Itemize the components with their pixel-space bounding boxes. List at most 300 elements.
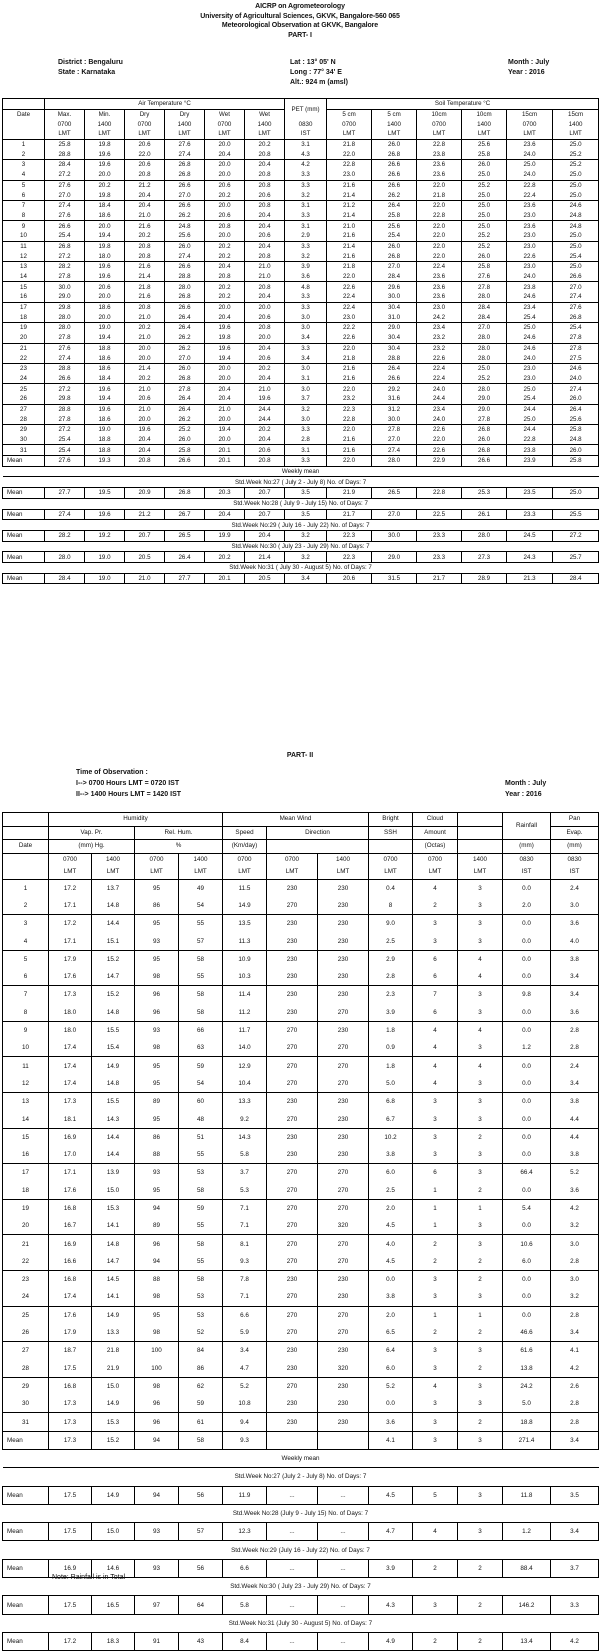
value-cell: 54 xyxy=(179,1075,223,1093)
value-cell: 26.5 xyxy=(165,530,205,541)
value-cell: 3 xyxy=(458,897,503,915)
value-cell: 20.0 xyxy=(85,221,125,231)
table-row xyxy=(3,1235,599,1253)
value-cell: 95 xyxy=(135,1110,179,1128)
value-cell: 21.8 xyxy=(417,190,462,200)
value-cell: 0.0 xyxy=(503,1128,551,1146)
value-cell: 22.4 xyxy=(417,363,462,373)
value-cell: 23.6 xyxy=(417,292,462,302)
value-cell: 20.0 xyxy=(85,312,125,322)
std-week-label: Std.Week No:28 ( July 9 - July 15) No. of Days: 7 xyxy=(3,498,599,509)
value-cell: 22.0 xyxy=(125,149,165,159)
value-cell: 320 xyxy=(318,1217,369,1235)
value-cell: 20.4 xyxy=(125,190,165,200)
value-cell: 21.6 xyxy=(125,262,165,272)
value-cell: 2 xyxy=(458,1559,503,1577)
date-cell: 21 xyxy=(3,1235,49,1253)
value-cell: 27.8 xyxy=(45,414,85,424)
value-cell: 22.4 xyxy=(417,262,462,272)
col-name: 10cm xyxy=(417,109,462,119)
value-cell: 15.3 xyxy=(92,1413,135,1431)
col-name: 15cm xyxy=(553,109,599,119)
value-cell: 26.6 xyxy=(372,170,417,180)
value-cell: 24.6 xyxy=(553,363,599,373)
rainfall-note: Note: Rainfall is in Total xyxy=(52,1574,126,1581)
value-cell: 17.3 xyxy=(49,1431,92,1449)
value-cell: 28.4 xyxy=(462,302,507,312)
value-cell: 270 xyxy=(267,1235,318,1253)
value-cell: 20.4 xyxy=(125,200,165,210)
value-cell: 230 xyxy=(318,879,369,897)
value-cell: 0.0 xyxy=(503,950,551,968)
value-cell: 26.4 xyxy=(165,394,205,404)
soil-temperature-group-header: Soil Temperature °C xyxy=(327,99,599,110)
value-cell: 3 xyxy=(458,1004,503,1022)
value-cell: 3.5 xyxy=(551,1486,599,1504)
value-cell: 27.5 xyxy=(553,353,599,363)
value-cell: 2.9 xyxy=(369,950,413,968)
value-cell: 1.2 xyxy=(503,1523,551,1541)
value-cell: 22.3 xyxy=(327,552,372,563)
value-cell: 31.0 xyxy=(372,312,417,322)
value-cell: 88 xyxy=(135,1146,179,1164)
table-row xyxy=(3,374,599,384)
value-cell: 96 xyxy=(135,1413,179,1431)
value-cell: 19.0 xyxy=(85,323,125,333)
value-cell: 25.2 xyxy=(462,231,507,241)
value-cell: 19.6 xyxy=(85,160,125,170)
value-cell: 22.0 xyxy=(327,425,372,435)
date-cell: 28 xyxy=(3,1360,49,1378)
value-cell: 53 xyxy=(179,1164,223,1182)
pan-header: Pan xyxy=(551,813,599,827)
value-cell: 14.8 xyxy=(92,1075,135,1093)
value-cell: 17.3 xyxy=(49,1395,92,1413)
value-cell: 18.3 xyxy=(92,1632,135,1650)
std-week-label: Std.Week No:31 ( July 30 - August 5) No. of Days: 7 xyxy=(3,562,599,573)
value-cell: 8.4 xyxy=(223,1632,267,1650)
std-week-mean-row xyxy=(3,509,599,520)
value-cell: 96 xyxy=(135,986,179,1004)
value-cell: 16.9 xyxy=(49,1235,92,1253)
cloud-amount-header: Amount xyxy=(413,826,458,840)
value-cell: 12.3 xyxy=(223,1523,267,1541)
value-cell: 270 xyxy=(318,1253,369,1271)
value-cell: 28.4 xyxy=(553,573,599,584)
value-cell: 20.0 xyxy=(205,302,245,312)
table-row xyxy=(3,363,599,373)
value-cell: 26.2 xyxy=(165,343,205,353)
value-cell: 28.0 xyxy=(45,312,85,322)
value-cell: 13.9 xyxy=(92,1164,135,1182)
value-cell: 20.8 xyxy=(245,200,285,210)
value-cell: 26.4 xyxy=(553,404,599,414)
value-cell: 22.4 xyxy=(327,302,372,312)
bright-header: Bright xyxy=(369,813,413,827)
value-cell: 26.0 xyxy=(165,363,205,373)
value-cell: 22.8 xyxy=(327,414,372,424)
value-cell: 22.8 xyxy=(417,488,462,499)
date-cell: 15 xyxy=(3,1128,49,1146)
col-name: 15cm xyxy=(507,109,553,119)
table-row xyxy=(3,323,599,333)
value-cell: 84 xyxy=(179,1342,223,1360)
value-cell: 3.2 xyxy=(285,251,327,261)
evap-header: Evap. xyxy=(551,826,599,840)
value-cell: 3.2 xyxy=(285,552,327,563)
value-cell: 25.4 xyxy=(372,231,417,241)
value-cell: 23.0 xyxy=(327,170,372,180)
value-cell: 21.0 xyxy=(205,404,245,414)
value-cell: 230 xyxy=(267,932,318,950)
header-cell: LMT xyxy=(462,129,507,139)
value-cell: 19.6 xyxy=(205,323,245,333)
value-cell: 21.4 xyxy=(125,272,165,282)
date-cell: 6 xyxy=(3,968,49,986)
date-cell: 25 xyxy=(3,384,45,394)
value-cell: 4 xyxy=(413,1039,458,1057)
table-row xyxy=(3,1271,599,1289)
value-cell: 270 xyxy=(318,1057,369,1075)
value-cell: 24.3 xyxy=(507,552,553,563)
header-cell: 0700 xyxy=(369,853,413,866)
value-cell: 3.0 xyxy=(285,384,327,394)
value-cell: 28.4 xyxy=(45,160,85,170)
value-cell: 26.6 xyxy=(165,200,205,210)
value-cell: 95 xyxy=(135,1306,179,1324)
value-cell: 23.6 xyxy=(417,160,462,170)
part-1-temperature-table xyxy=(2,98,599,584)
part-2-title: PART- II xyxy=(286,752,314,759)
header-cell: 1400 xyxy=(462,119,507,129)
value-cell: 9.8 xyxy=(503,986,551,1004)
value-cell: 0.0 xyxy=(503,1306,551,1324)
table-row xyxy=(3,1431,599,1449)
value-cell: 20.6 xyxy=(205,211,245,221)
value-cell: 27.8 xyxy=(372,425,417,435)
value-cell: 270 xyxy=(267,1021,318,1039)
value-cell: 270 xyxy=(267,1164,318,1182)
header-cell: 1400 xyxy=(245,119,285,129)
std-week-label: Std.Week No:27 ( July 2 - July 8) No. of Days: 7 xyxy=(3,477,599,488)
value-cell: 20.4 xyxy=(205,262,245,272)
latitude-label: Lat : 13° 05' N xyxy=(290,59,336,66)
header-cell: LMT xyxy=(125,129,165,139)
value-cell: 22.0 xyxy=(417,221,462,231)
value-cell: 0.0 xyxy=(503,1271,551,1289)
value-cell: 27.4 xyxy=(372,445,417,456)
value-cell: 19.8 xyxy=(85,190,125,200)
value-cell: 19.0 xyxy=(85,573,125,584)
value-cell: 3 xyxy=(458,1146,503,1164)
col-name: Wet xyxy=(205,109,245,119)
value-cell: 26.0 xyxy=(372,241,417,251)
value-cell: 22.0 xyxy=(327,456,372,467)
value-cell: 20.6 xyxy=(125,139,165,149)
value-cell: 4.4 xyxy=(551,1110,599,1128)
table-row xyxy=(3,231,599,241)
header-line-2: University of Agricultural Sciences, GKVK, Bangalore-560 065 xyxy=(200,12,400,20)
header-cell: LMT xyxy=(165,129,205,139)
value-cell: 25.4 xyxy=(45,231,85,241)
value-cell: 51 xyxy=(179,1128,223,1146)
value-cell: 29.2 xyxy=(372,384,417,394)
date-cell: 9 xyxy=(3,221,45,231)
value-cell: 4.7 xyxy=(223,1360,267,1378)
value-cell: 230 xyxy=(267,1413,318,1431)
value-cell: 20.8 xyxy=(125,170,165,180)
wind-direction-unit xyxy=(267,840,369,854)
value-cell: 25.0 xyxy=(507,323,553,333)
value-cell: 20.8 xyxy=(245,251,285,261)
value-cell: 3.1 xyxy=(285,200,327,210)
value-cell: 4.1 xyxy=(369,1431,413,1449)
value-cell: 20.2 xyxy=(125,231,165,241)
value-cell: 17.0 xyxy=(49,1146,92,1164)
value-cell: 23.8 xyxy=(507,445,553,456)
value-cell: 20.4 xyxy=(245,221,285,231)
value-cell: 98 xyxy=(135,1324,179,1342)
value-cell: 230 xyxy=(267,968,318,986)
value-cell: 3.4 xyxy=(285,573,327,584)
value-cell: 230 xyxy=(318,932,369,950)
time-row xyxy=(3,119,599,129)
value-cell: 22.3 xyxy=(327,404,372,414)
value-cell: 26.8 xyxy=(462,425,507,435)
value-cell: 25.2 xyxy=(462,374,507,384)
table-row xyxy=(3,1360,599,1378)
date-cell: Mean xyxy=(3,456,45,467)
table-row xyxy=(3,272,599,282)
value-cell: 270 xyxy=(267,1377,318,1395)
date-cell: 25 xyxy=(3,1306,49,1324)
value-cell: 3.4 xyxy=(551,968,599,986)
mean-label: Mean xyxy=(3,1523,49,1541)
value-cell: 8 xyxy=(369,897,413,915)
value-cell: 24.8 xyxy=(165,221,205,231)
value-cell: 18.6 xyxy=(85,302,125,312)
std-week-label-row xyxy=(3,541,599,552)
value-cell: 6 xyxy=(413,1004,458,1022)
value-cell: ... xyxy=(318,1596,369,1614)
value-cell: 22.0 xyxy=(327,149,372,159)
value-cell: 19.8 xyxy=(85,241,125,251)
weekly-mean-row xyxy=(3,1450,599,1468)
value-cell: 14.1 xyxy=(92,1288,135,1306)
value-cell: 1.8 xyxy=(369,1021,413,1039)
value-cell: 20.1 xyxy=(205,573,245,584)
mean-label: Mean xyxy=(3,488,45,499)
table-row xyxy=(3,1377,599,1395)
value-cell: 3.2 xyxy=(551,1217,599,1235)
value-cell: 26.8 xyxy=(165,170,205,180)
table-row xyxy=(3,915,599,933)
value-cell: 3 xyxy=(458,1093,503,1111)
month-label: Month : July xyxy=(508,59,550,66)
value-cell: 2.8 xyxy=(285,435,327,445)
value-cell: 21.8 xyxy=(327,262,372,272)
value-cell: 26.2 xyxy=(165,211,205,221)
header-cell: 1400 xyxy=(458,853,503,866)
value-cell: 23.0 xyxy=(417,302,462,312)
date-cell: 4 xyxy=(3,170,45,180)
value-cell: 27.8 xyxy=(45,333,85,343)
header-cell: LMT xyxy=(553,129,599,139)
header-cell: 0700 xyxy=(417,119,462,129)
date-cell: 19 xyxy=(3,323,45,333)
value-cell: 230 xyxy=(318,986,369,1004)
value-cell: 23.6 xyxy=(417,282,462,292)
value-cell: 2 xyxy=(413,897,458,915)
date-cell: 16 xyxy=(3,292,45,302)
value-cell: 20.0 xyxy=(245,302,285,312)
value-cell: 19.6 xyxy=(205,343,245,353)
std-week-label: Std.Week No:30 ( July 23 - July 29) No. of Days: 7 xyxy=(3,1578,599,1596)
value-cell: 3 xyxy=(413,1288,458,1306)
value-cell: 0.0 xyxy=(503,879,551,897)
value-cell: 0.0 xyxy=(369,1395,413,1413)
table-row xyxy=(3,1110,599,1128)
value-cell: 20.2 xyxy=(205,552,245,563)
value-cell: 14.9 xyxy=(223,897,267,915)
value-cell: 3 xyxy=(413,1413,458,1431)
value-cell: 20.2 xyxy=(245,139,285,149)
value-cell: 3 xyxy=(458,1288,503,1306)
mean-label: Mean xyxy=(3,1486,49,1504)
value-cell: 2.8 xyxy=(551,1413,599,1431)
value-cell: 1 xyxy=(413,1182,458,1200)
value-cell: 94 xyxy=(135,1199,179,1217)
value-cell: 4.1 xyxy=(551,1342,599,1360)
date-cell: 29 xyxy=(3,1377,49,1395)
value-cell: 28.0 xyxy=(462,292,507,302)
value-cell: 2.5 xyxy=(369,1182,413,1200)
value-cell: 24.8 xyxy=(553,211,599,221)
value-cell: 25.7 xyxy=(553,552,599,563)
value-cell: 25.4 xyxy=(507,394,553,404)
value-cell: 48 xyxy=(179,1110,223,1128)
value-cell: 26.4 xyxy=(165,552,205,563)
table-row xyxy=(3,241,599,251)
value-cell: 23.6 xyxy=(507,221,553,231)
value-cell: 3.3 xyxy=(285,292,327,302)
value-cell: 21.2 xyxy=(125,180,165,190)
value-cell: 18.4 xyxy=(85,374,125,384)
value-cell: 3.0 xyxy=(285,414,327,424)
value-cell: 20.4 xyxy=(205,394,245,404)
value-cell: 23.0 xyxy=(507,231,553,241)
value-cell: 3.3 xyxy=(285,456,327,467)
std-week-label-row xyxy=(3,562,599,573)
value-cell: ... xyxy=(318,1632,369,1650)
value-cell: 4 xyxy=(413,1021,458,1039)
observation-time-title: Time of Observation : xyxy=(76,769,148,776)
cloud-unit: (Octas) xyxy=(413,840,458,854)
value-cell: 0.0 xyxy=(503,1217,551,1235)
value-cell: 20.2 xyxy=(205,251,245,261)
value-cell: 30.0 xyxy=(372,414,417,424)
value-cell: 21.0 xyxy=(245,384,285,394)
value-cell: ... xyxy=(267,1523,318,1541)
table-row xyxy=(3,302,599,312)
value-cell: 25.8 xyxy=(45,139,85,149)
std-week-mean-row xyxy=(3,1596,599,1614)
value-cell: 3.3 xyxy=(285,170,327,180)
value-cell: 20.2 xyxy=(125,323,165,333)
value-cell: 270 xyxy=(318,1039,369,1057)
date-cell: 1 xyxy=(3,879,49,897)
value-cell: 17.3 xyxy=(49,1413,92,1431)
header-cell: 0830 xyxy=(285,119,327,129)
table-row xyxy=(3,1199,599,1217)
value-cell: 270 xyxy=(267,1039,318,1057)
weekly-mean-row xyxy=(3,466,599,477)
value-cell: 7 xyxy=(413,986,458,1004)
std-week-label-row xyxy=(3,520,599,531)
value-cell: 88 xyxy=(135,1271,179,1289)
value-cell: 3 xyxy=(413,1271,458,1289)
value-cell: 22.0 xyxy=(417,231,462,241)
table-row xyxy=(3,170,599,180)
value-cell: 22.4 xyxy=(327,292,372,302)
value-cell: 19.0 xyxy=(85,552,125,563)
value-cell: 270 xyxy=(318,1182,369,1200)
value-cell: 21.4 xyxy=(245,552,285,563)
value-cell: 20.8 xyxy=(245,456,285,467)
value-cell: 13.8 xyxy=(503,1360,551,1378)
value-cell: 4.3 xyxy=(369,1596,413,1614)
value-cell: 20.8 xyxy=(245,282,285,292)
value-cell: 17.3 xyxy=(49,986,92,1004)
value-cell: 3.9 xyxy=(369,1004,413,1022)
header-cell: LMT xyxy=(49,866,92,879)
value-cell: 230 xyxy=(318,1342,369,1360)
value-cell: 25.4 xyxy=(507,312,553,322)
part-1-body xyxy=(3,139,599,584)
value-cell: 230 xyxy=(267,915,318,933)
date-time-blank xyxy=(3,853,49,866)
value-cell: 21.9 xyxy=(92,1360,135,1378)
value-cell: 26.8 xyxy=(165,160,205,170)
date-cell: 20 xyxy=(3,1217,49,1235)
value-cell: 19.6 xyxy=(85,262,125,272)
value-cell: 26.8 xyxy=(553,312,599,322)
value-cell: 2.0 xyxy=(369,1306,413,1324)
value-cell: 3.4 xyxy=(551,1431,599,1449)
value-cell: 86 xyxy=(179,1360,223,1378)
value-cell: 93 xyxy=(135,1164,179,1182)
state-label: State : Karnataka xyxy=(58,69,116,76)
value-cell: 27.4 xyxy=(553,292,599,302)
value-cell: 19.4 xyxy=(85,231,125,241)
altitude-label: Alt.: 924 m (amsl) xyxy=(290,79,348,86)
evap-unit: (mm) xyxy=(551,840,599,854)
weekly-mean-label: Weekly mean xyxy=(3,466,599,477)
mean-label: Mean xyxy=(3,1596,49,1614)
value-cell: 270 xyxy=(267,1324,318,1342)
value-cell: 17.6 xyxy=(49,968,92,986)
value-cell: 21.0 xyxy=(327,221,372,231)
observation-time-2: II--> 1400 Hours LMT = 1420 IST xyxy=(76,791,182,798)
value-cell: 28.8 xyxy=(372,353,417,363)
value-cell: 2 xyxy=(458,1596,503,1614)
date-cell: 22 xyxy=(3,1253,49,1271)
value-cell: 20.6 xyxy=(327,573,372,584)
pet-header: PET (mm) xyxy=(285,99,327,120)
value-cell: 20.0 xyxy=(205,374,245,384)
value-cell: 3.6 xyxy=(551,915,599,933)
part-2-year: Year : 2016 xyxy=(505,791,542,798)
